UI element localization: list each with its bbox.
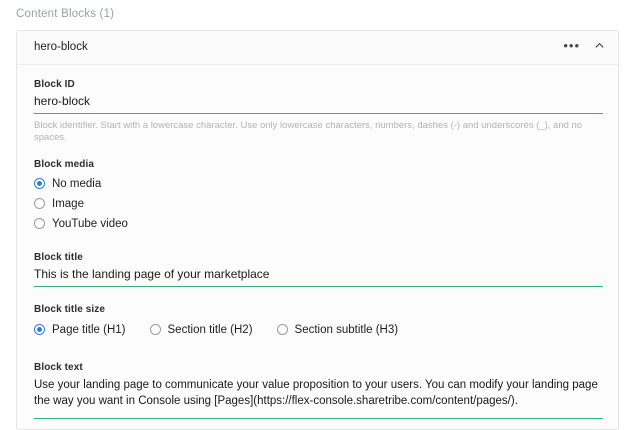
block-text-field-group — [34, 362, 601, 419]
block-title-label: Block title — [34, 251, 83, 263]
block-id-field-group — [34, 79, 601, 145]
block-title-size-option-label: Section subtitle (H3) — [294, 323, 399, 336]
radio-icon[interactable] — [34, 324, 45, 335]
block-media-field-group — [34, 159, 601, 230]
block-media-option-no-media[interactable] — [34, 178, 601, 190]
block-media-option-label: YouTube video — [52, 217, 128, 230]
block-title-size-option-label: Section title (H2) — [167, 323, 253, 336]
block-card-body — [17, 65, 618, 419]
block-card — [16, 30, 619, 430]
block-title-input[interactable] — [34, 267, 603, 287]
block-text-input[interactable] — [34, 377, 603, 419]
block-title-size-option-h2[interactable] — [150, 324, 253, 336]
radio-icon[interactable] — [277, 324, 288, 335]
content-blocks-header: Content Blocks (1) — [16, 8, 115, 20]
block-title-size-label: Block title size — [34, 303, 106, 315]
block-media-option-label: Image — [52, 197, 84, 210]
block-card-title: hero-block — [34, 41, 88, 53]
block-id-input[interactable] — [34, 94, 603, 114]
block-title-size-field-group — [34, 304, 601, 336]
chevron-up-icon[interactable] — [594, 40, 605, 51]
block-title-size-option-label: Page title (H1) — [52, 323, 126, 336]
block-title-size-option-h3[interactable] — [277, 324, 399, 336]
radio-icon[interactable] — [150, 324, 161, 335]
block-title-size-options — [34, 324, 601, 336]
block-media-label: Block media — [34, 158, 95, 170]
block-title-field-group — [34, 252, 601, 287]
block-id-label: Block ID — [34, 79, 75, 90]
radio-icon[interactable] — [34, 198, 45, 209]
block-text-label: Block text — [34, 361, 83, 373]
block-card-header-actions — [563, 39, 605, 52]
radio-icon[interactable] — [34, 178, 45, 189]
block-card-header — [17, 31, 618, 65]
block-media-option-label: No media — [52, 177, 102, 190]
radio-icon[interactable] — [34, 218, 45, 229]
block-media-option-image[interactable] — [34, 198, 601, 210]
block-media-option-youtube-video[interactable] — [34, 218, 601, 230]
more-options-icon[interactable]: ••• — [563, 38, 580, 53]
block-id-helper-text: Block identifier. Start with a lowercase character. Use only lowercase characters, numbers, dashes (-) and underscores (_), and no spaces. — [34, 120, 583, 144]
block-title-size-option-h1[interactable] — [34, 324, 126, 336]
